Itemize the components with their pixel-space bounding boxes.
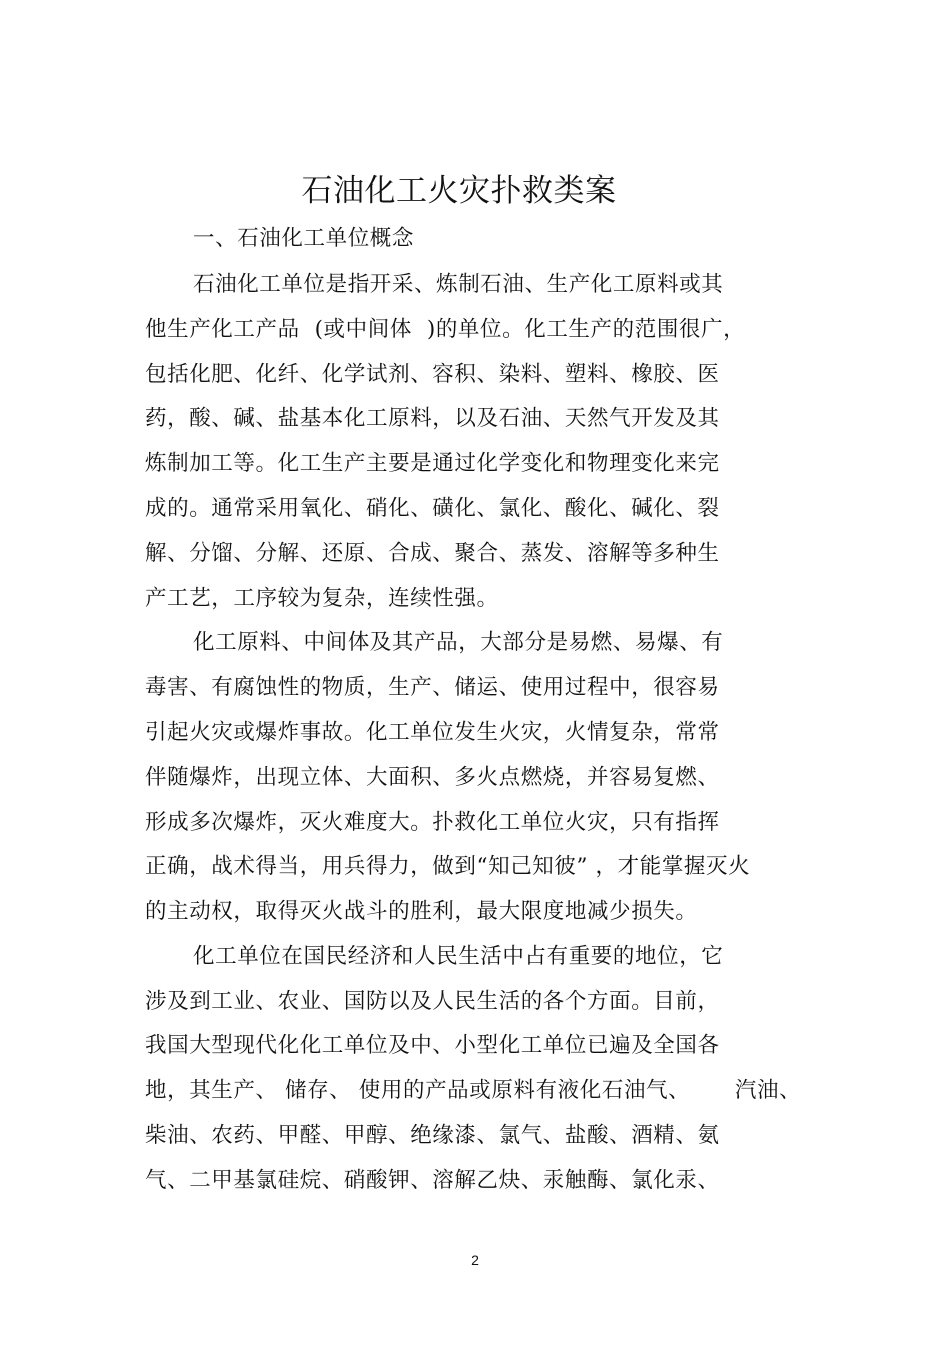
paragraph-line: 引起火灾或爆炸事故。化工单位发生火灾，火情复杂，常常 [145, 720, 720, 745]
paragraph-line: 炼制加工等。化工生产主要是通过化学变化和物理变化来完 [145, 451, 720, 476]
paragraph-line: 药，酸、碱、盐基本化工原料，以及石油、天然气开发及其 [145, 406, 720, 431]
paragraph-line: 化工原料、中间体及其产品，大部分是易燃、易爆、有 [193, 630, 724, 655]
paragraph-line: 我国大型现代化化工单位及中、小型化工单位已遍及全国各 [145, 1033, 720, 1058]
section-heading: 一、石油化工单位概念 [193, 226, 415, 251]
paragraph-line: 成的。通常采用氧化、硝化、磺化、氯化、酸化、碱化、裂 [145, 496, 720, 521]
paragraph-line: 地，其生产、 储存、 使用的产品或原料有液化石油气、 汽油、 [145, 1078, 802, 1103]
paragraph-line: 伴随爆炸，出现立体、大面积、多火点燃烧，并容易复燃、 [145, 765, 720, 790]
document-title: 石油化工火灾扑救类案 [301, 173, 617, 209]
paragraph-line: 正确，战术得当，用兵得力，做到“知己知彼” ，才能掌握灭火 [145, 854, 751, 879]
paragraph-line: 化工单位在国民经济和人民生活中占有重要的地位，它 [193, 944, 724, 969]
paragraph-line: 柴油、农药、甲醛、甲醇、绝缘漆、氯气、盐酸、酒精、氨 [145, 1123, 720, 1148]
paragraph-line: 涉及到工业、农业、国防以及人民生活的各个方面。目前， [145, 989, 720, 1014]
paragraph-line: 产工艺，工序较为复杂，连续性强。 [145, 586, 499, 611]
paragraph-line: 的主动权，取得灭火战斗的胜利，最大限度地减少损失。 [145, 899, 698, 924]
paragraph-line: 形成多次爆炸，灭火难度大。扑救化工单位火灾，只有指挥 [145, 810, 720, 835]
paragraph-line: 他生产化工产品 (或中间体 )的单位。化工生产的范围很广， [145, 317, 746, 342]
paragraph-line: 石油化工单位是指开采、炼制石油、生产化工原料或其 [193, 272, 724, 297]
page-number: 2 [471, 1252, 479, 1268]
paragraph-line: 包括化肥、化纤、化学试剂、容积、染料、塑料、橡胶、医 [145, 362, 720, 387]
paragraph-line: 解、分馏、分解、还原、合成、聚合、蒸发、溶解等多种生 [145, 541, 720, 566]
paragraph-line: 毒害、有腐蚀性的物质，生产、储运、使用过程中，很容易 [145, 675, 720, 700]
paragraph-line: 气、二甲基氯硅烷、硝酸钾、溶解乙炔、汞触酶、氯化汞、 [145, 1168, 720, 1193]
